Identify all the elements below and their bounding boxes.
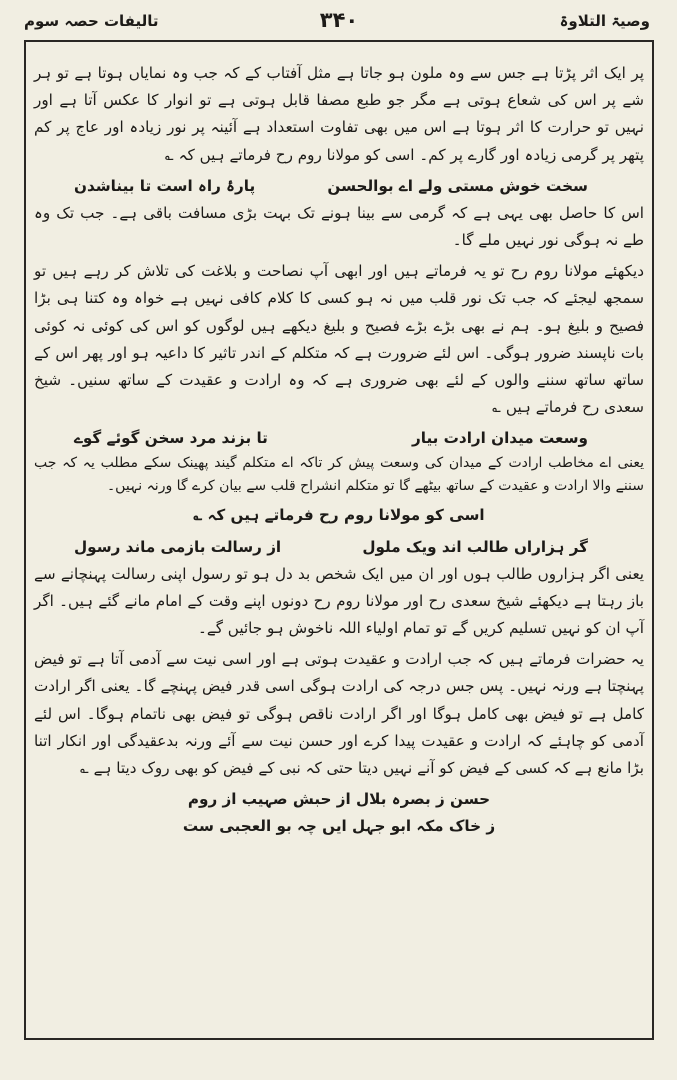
verse-hemistich: پارۂ راہ است تا بیناشدن	[74, 176, 256, 195]
chapter-title: وصیۃ التلاوۃ	[559, 12, 650, 30]
book-section: تالیفات حصہ سوم	[24, 12, 159, 30]
verse-hemistich: از رسالت بازمی ماند رسول	[74, 537, 282, 556]
final-verse-line-2: ز خاک مکہ ابو جہل ایں چہ بو العجبی ست	[182, 817, 496, 836]
paragraph: یعنی اے مخاطب ارادت کے میدان کی وسعت پیش کر تاکہ اے متکلم گیند پھینک سکے مطلب یہ کہ جب سننے والا ارادت و عقیدت کے ساتھ بیٹھے گا تو متکلم انشراح قلب سے بیان کرے گا ورنہ نہیں۔	[34, 455, 644, 495]
page-content	[34, 60, 644, 841]
page-header	[24, 6, 654, 40]
paragraph: اس کا حاصل بھی یہی ہے کہ گرمی سے بینا ہونے تک بہت بڑی مسافت باقی ہے۔ جب تک وہ طے نہ ہوگی نور نہیں ملے گا۔	[34, 203, 644, 250]
paragraph: پر ایک اثر پڑتا ہے جس سے وہ ملون ہو جاتا ہے مثل آفتاب کے کہ جب وہ نمایاں ہوتا ہے تو ہر شے پر اس کی شعاع ہوتی ہے مگر جو طبع مصفا قابل ہوتی ہے تو انوار کا عکس آتا ہے اور نہیں تو حرارت کا اثر ہوتا ہے اس میں بھی تفاوت استعداد ہے آئینہ پر نور زیادہ اور عاج پر کم پتھر پر گرمی زیادہ اور گارے پر کم۔ اسی کو مولانا روم رح فرماتے ہیں کہ ؎	[34, 64, 644, 164]
paragraph: دیکھئے مولانا روم رح تو یہ فرماتے ہیں اور ابھی آپ نصاحت و بلاغت کی تلاش کر رہے ہیں تو سمجھ لیجئے کہ جب تک نور قلب میں نہ ہو کسی کا کلام کافی نہیں ہے خواہ وہ کتنا ہی بڑا فصیح و بلیغ ہو۔ ہم نے بھی بڑے بڑے فصیح و بلیغ دیکھے ہیں لوگوں کو اس کی کوئی نہ کوئی بات ناپسند ضرور ہوگی۔ اس لئے ضرورت ہے کہ متکلم کے اندر تاثیر کا داعیہ ہو اور پھر اس کے ساتھ ساتھ سننے والوں کے لئے بھی ضروری ہے کہ وہ ارادت و عقیدت کے ساتھ سنیں۔ شیخ سعدی رح فرماتے ہیں ؎	[34, 262, 644, 417]
page-number: ۳۴۰	[319, 8, 359, 32]
verse-rumi-1	[34, 173, 644, 200]
verse-hemistich: گر ہزاراں طالب اند ویک ملول	[362, 537, 588, 556]
verse-saadi	[34, 425, 644, 452]
paragraph: یہ حضرات فرماتے ہیں کہ جب ارادت و عقیدت ہوتی ہے اور اسی نیت سے آدمی آتا ہے تو فیض پہنچتا ہے ورنہ نہیں۔ پس جس درجہ کی ارادت ہوگی اسی قدر فیض پہنچے گا۔ یعنی اگر ارادت کامل ہے تو فیض بھی کامل ہوگا اور اگر ارادت ناقص ہوگی تو فیض بھی ناتمام ہوگا۔ اس لئے آدمی کو چاہئے کہ ارادت و عقیدت پیدا کرے اور حسن نیت سے آئے ورنہ بدعقیدگی اور انکار اتنا بڑا مانع ہے کہ کسی کے فیض کو آنے نہیں دیتا حتی کہ نبی کے فیض کو بھی روک دیتا ہے ؎	[34, 650, 644, 778]
final-verse-line-1: حسن ز بصرہ بلال از حبش صہیب از روم	[187, 790, 491, 809]
verse-hemistich: تا بزند مرد سخن گوئے گوے	[74, 429, 268, 448]
paragraph: اسی کو مولانا روم رح فرماتے ہیں کہ ؎	[193, 506, 485, 525]
paragraph: یعنی اگر ہزاروں طالب ہوں اور ان میں ایک شخص بد دل ہو تو رسول اپنی رسالت پہنچانے سے باز رہتا ہے دیکھئے شیخ سعدی رح اور مولانا روم رح دونوں اپنے وقت کے امام مانے گئے ہیں۔ اگر آپ ان کو نہیں تسلیم کریں گے تو تمام اولیاء اللہ ناخوش ہو جائیں گے۔	[34, 564, 644, 638]
verse-hemistich: وسعت میدان ارادت بیار	[412, 429, 588, 448]
verse-rumi-2	[34, 534, 644, 561]
verse-hemistich: سخت خوش مستی ولے اے بوالحسن	[327, 176, 588, 195]
